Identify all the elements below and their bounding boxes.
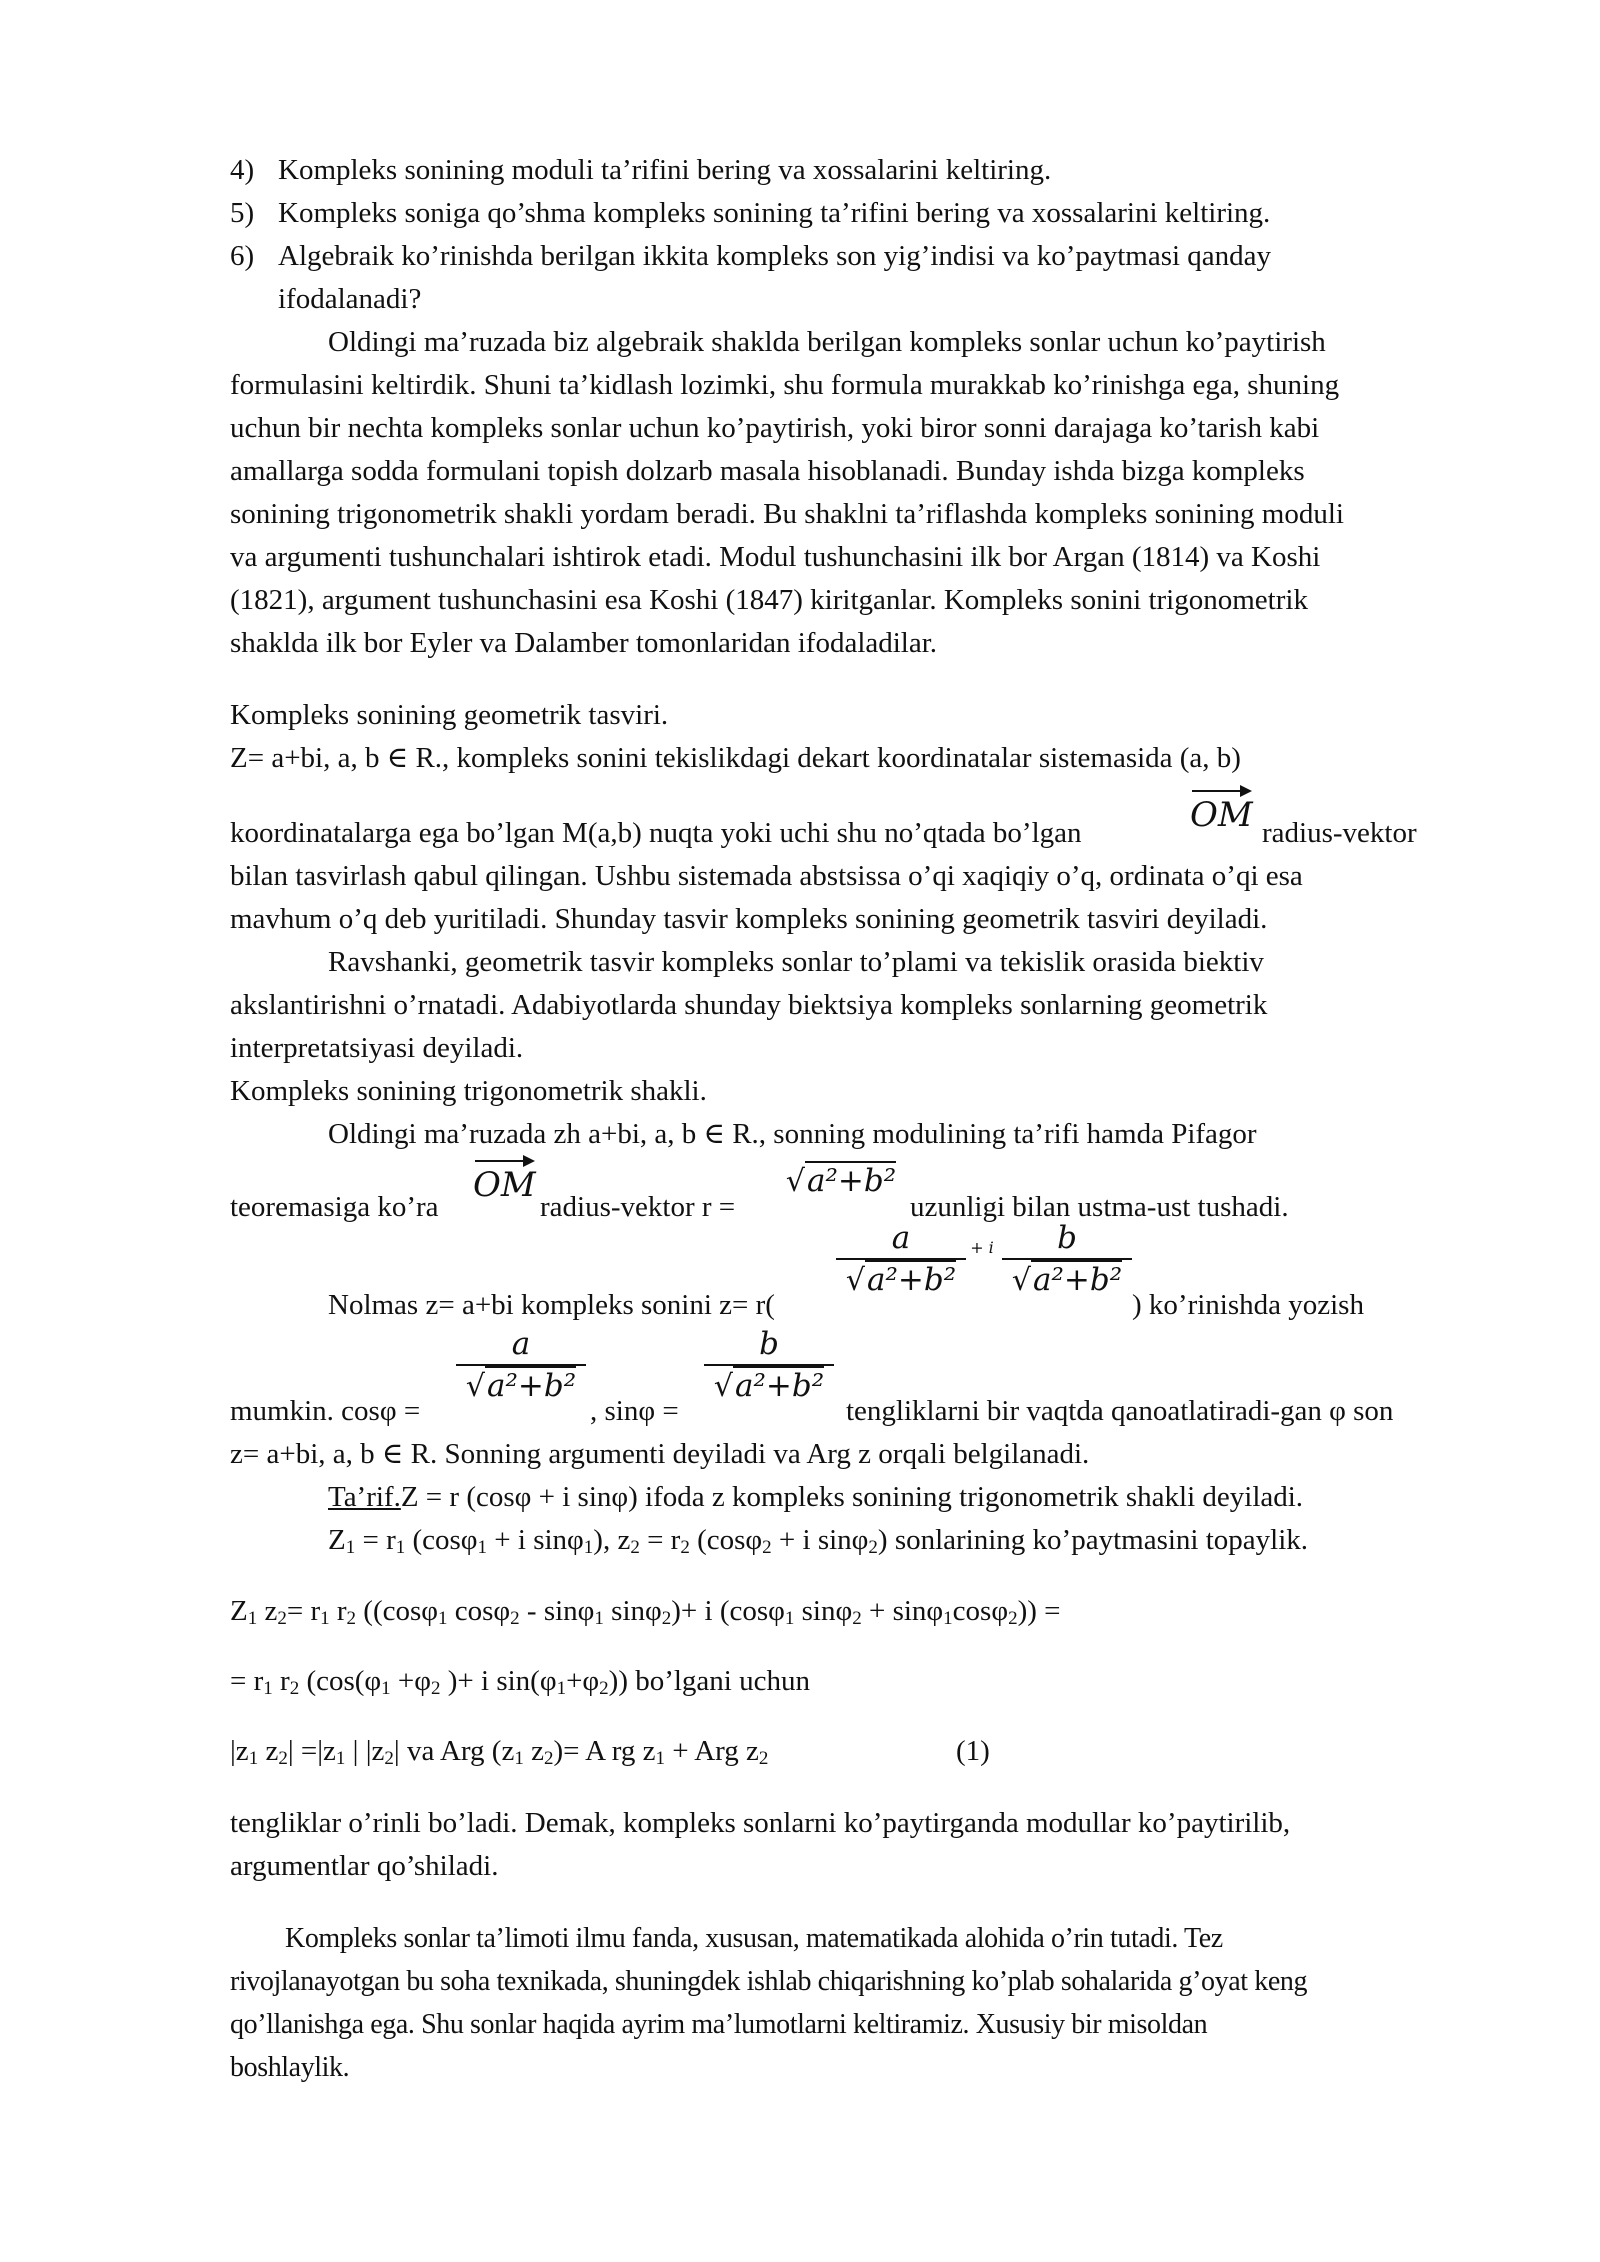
closing2-line: rivojlanayotgan bu soha texnikada, shuningdek ishlab chiqarishning ko’plab sohalarida g’oyat keng	[230, 1966, 1308, 1997]
geom-line: koordinatalarga ega bo’lgan M(a,b) nuqta yoki uchi shu no’qtada bo’lgan	[230, 817, 1082, 849]
para1-line: uchun bir nechta kompleks sonlar uchun ko’paytirish, yoki biror sonni darajaga ko’tarish kabi	[230, 412, 1320, 444]
mumkin-line: mumkin. cosφ =	[230, 1395, 421, 1427]
list-item-6: Algebraik ko’rinishda berilgan ikkita kompleks son yig’indisi va ko’paytmasi qanday	[278, 240, 1272, 272]
radicand: a²+b²	[806, 1163, 897, 1199]
nolmas-line: ) ko’rinishda yozish	[1132, 1289, 1364, 1321]
mumkin-line: tengliklarni bir vaqtda qanoatlatiradi-gan φ son	[846, 1395, 1394, 1427]
geom-line: mavhum o’q deb yuritiladi. Shunday tasvir kompleks sonining geometrik tasviri deyiladi.	[230, 903, 1268, 935]
fraction-b: b √a²+b²	[1002, 1220, 1132, 1299]
list-num-5: 5)	[230, 197, 255, 229]
closing2-line: qo’llanishga ega. Shu sonlar haqida ayrim ma’lumotlarni keltiramiz. Xususiy bir misoldan	[230, 2009, 1208, 2040]
list-num-4: 4)	[230, 154, 255, 186]
para1-line: va argumenti tushunchalari ishtirok etadi. Modul tushunchasini ilk bor Argan (1814) va Koshi	[230, 541, 1321, 573]
para2-line: Ravshanki, geometrik tasvir kompleks sonlar to’plami va tekislik orasida biektiv	[328, 946, 1264, 978]
para1-line: Oldingi ma’ruzada biz algebraik shaklda berilgan kompleks sonlar uchun ko’paytirish	[328, 326, 1326, 358]
geom-line: radius-vektor	[1262, 817, 1417, 849]
closing-line: tengliklar o’rinli bo’ladi. Demak, kompleks sonlarni ko’paytirganda modullar ko’paytirilib,	[230, 1807, 1291, 1839]
nolmas-line: Nolmas z= a+bi kompleks sonini z= r(	[328, 1289, 775, 1321]
para1-line: (1821), argument tushunchasini esa Koshi (1847) kiritganlar. Kompleks sonini trigonometrik	[230, 584, 1308, 616]
trig-line: radius-vektor r =	[540, 1191, 736, 1223]
geom-heading: Kompleks sonining geometrik tasviri.	[230, 699, 669, 731]
vector-om: OM	[473, 1165, 536, 1205]
fraction-cos: a √a²+b²	[456, 1326, 586, 1405]
para1-line: sonining trigonometrik shakli yordam beradi. Bu shaklni ta’riflashda kompleks sonining moduli	[230, 498, 1344, 530]
para1-line: amallarga sodda formulani topish dolzarb masala hisoblanadi. Bunday ishda bizga kompleks	[230, 455, 1305, 487]
modulus-expression: √a²+b²	[785, 1163, 897, 1199]
para2-line: akslantirishni o’rnatadi. Adabiyotlarda shunday biektsiya kompleks sonlarning geometrik	[230, 989, 1268, 1021]
equation-number: (1)	[956, 1735, 990, 1767]
product-formula-1: $Z_1$ $z_2= r_1$ $r_2$ ((cosφ$_1$ cosφ$_2$ - sinφ$_1$ sinφ$_2$)+ i (cosφ$_1$ sinφ$_2$ + sinφ$_1$cosφ$_2$)) =	[230, 1595, 1061, 1629]
vector-arrow	[1192, 790, 1242, 792]
vector-arrowhead	[523, 1155, 535, 1167]
list-item-5: Kompleks soniga qo’shma kompleks sonining ta’rifini bering va xossalarini keltiring.	[278, 197, 1271, 229]
trig-line: teoremasiga ko’ra	[230, 1191, 439, 1223]
vector-arrowhead	[1240, 785, 1252, 797]
trig-heading: Kompleks sonining trigonometrik shakli.	[230, 1075, 707, 1107]
list-item-6-cont: ifodalanadi?	[278, 283, 422, 315]
list-num-6: 6)	[230, 240, 255, 272]
closing2-line: boshlaylik.	[230, 2052, 350, 2083]
para1-line: shaklda ilk bor Eyler va Dalamber tomonlaridan ifodaladilar.	[230, 627, 938, 659]
plus-i: + i	[970, 1238, 994, 1257]
product-formula-2: = $r_1$ $r_2$ ($\cos(\varphi_1 +\varphi_2$ )+ i $\sin(\varphi_1+\varphi_2)$) bo’lgani uchun	[230, 1665, 810, 1699]
fraction-a: a √a²+b²	[836, 1220, 966, 1299]
vector-arrow	[475, 1160, 525, 1162]
geom-line: Z= a+bi, a, b ∈ R., kompleks sonini tekislikdagi dekart koordinatalar sistemasida (a, b)	[230, 742, 1241, 774]
vector-om: OM	[1190, 795, 1253, 835]
para2-line: interpretatsiyasi deyiladi.	[230, 1032, 524, 1064]
trig-line: Oldingi ma’ruzada zh a+bi, a, b ∈ R., sonning modulining ta’rifi hamda Pifagor	[328, 1118, 1257, 1150]
definition-label: Ta’rif.	[328, 1481, 401, 1513]
closing-line: argumentlar qo’shiladi.	[230, 1850, 499, 1882]
trig-line: uzunligi bilan ustma-ust tushadi.	[910, 1191, 1289, 1223]
closing2-line: Kompleks sonlar ta’limoti ilmu fanda, xususan, matematikada alohida o’rin tutadi. Tez	[285, 1923, 1223, 1954]
z-product-setup: $Z_1 = r_1$ (cosφ$_1$ + i sinφ$_1$), $z_2 = r_2$ (cosφ$_2$ + i sinφ$_2$) sonlarining ko’paytmasini topaylik.	[328, 1524, 1309, 1558]
geom-line: bilan tasvirlash qabul qilingan. Ushbu sistemada abstsissa o’qi xaqiqiy o’q, ordinata o’qi esa	[230, 860, 1303, 892]
para1-line: formulasini keltirdik. Shuni ta’kidlash lozimki, shu formula murakkab ko’rinishga ega, shuning	[230, 369, 1340, 401]
mumkin-line: , sinφ =	[590, 1395, 679, 1427]
definition-line: Ta’rif.Z = r (cosφ + i sinφ) ifoda z kompleks sonining trigonometrik shakli deyiladi.	[328, 1481, 1304, 1513]
product-formula-3: $|z_1$ $z_2| =|z_1$ | $|z_2|$ va Arg ($z_1$ $z_2)= A$ rg $z_1$ + Arg $z_2$	[230, 1735, 769, 1769]
arg-line: z= a+bi, a, b ∈ R. Sonning argumenti deyiladi va Arg z orqali belgilanadi.	[230, 1438, 1090, 1470]
fraction-sin: b √a²+b²	[704, 1326, 834, 1405]
list-item-4: Kompleks sonining moduli ta’rifini bering va xossalarini keltiring.	[278, 154, 1052, 186]
